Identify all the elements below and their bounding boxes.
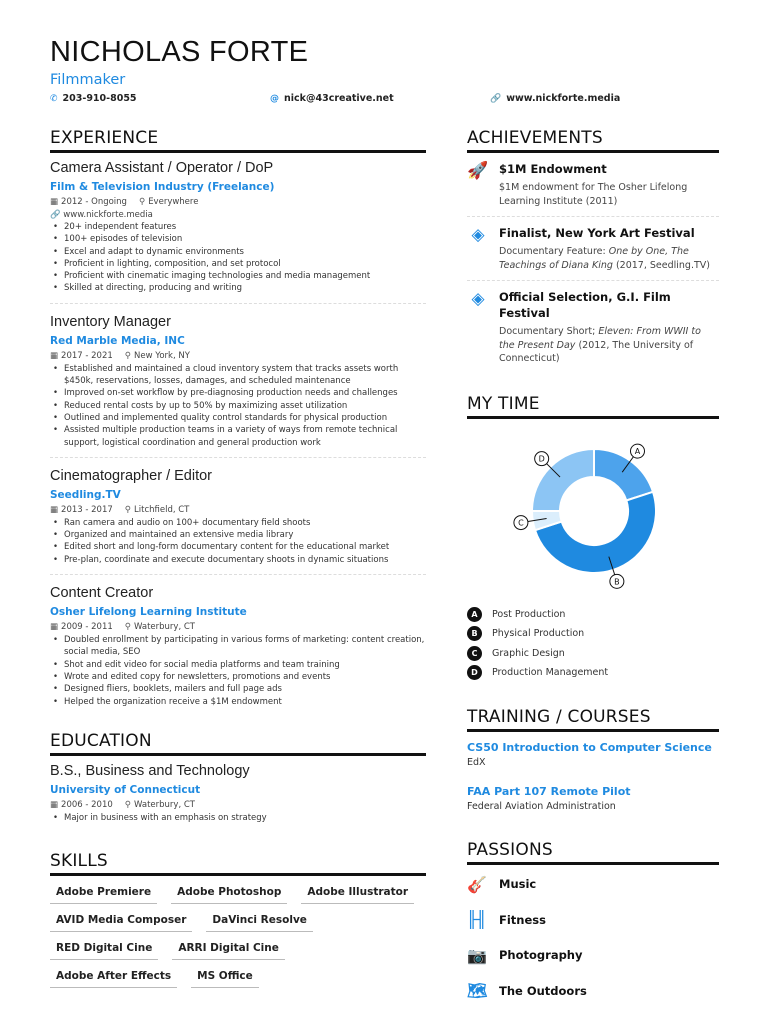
job-title: Cinematographer / Editor: [50, 467, 212, 484]
job-title: Inventory Manager: [50, 313, 171, 330]
achievement-title: Finalist, New York Art Festival: [499, 226, 695, 240]
achievement-title: Official Selection, G.I. Film Festival: [499, 290, 671, 320]
experience-heading: EXPERIENCE: [50, 128, 426, 153]
education-meta: [50, 799, 426, 812]
legend-item: [467, 605, 719, 625]
list-item: • Assisted multiple production teams in a variety of ways from remote technical support, logistical coordination and general production work: [50, 424, 426, 449]
skill-chip: ARRI Digital Cine: [172, 942, 285, 960]
course-title: CS50 Introduction to Computer Science: [467, 740, 712, 754]
skill-chip: Adobe Illustrator: [301, 886, 414, 904]
achievement-desc: [499, 325, 719, 366]
skill-chip: AVID Media Composer: [50, 914, 192, 932]
map-icon: 🗺: [467, 981, 488, 1001]
calendar-icon: ▦: [50, 197, 59, 207]
phone-icon: ✆: [50, 93, 58, 104]
job-bullets: [50, 634, 426, 708]
achievement-desc-post: (2012, The University of Connecticut): [499, 339, 694, 364]
job-meta: [50, 350, 426, 363]
donut-callout-label: D: [538, 454, 545, 464]
passion-label: Music: [499, 877, 537, 892]
passion-item: [467, 902, 719, 938]
job-dates: 2013 - 2017: [61, 504, 113, 515]
list-item: • Established and maintained a cloud inventory system that tracks assets worth $450k, reservations, losses, damages, and scheduled maintenance: [50, 363, 426, 388]
skills-list: [50, 886, 426, 988]
list-item: • Doubled enrollment by participating in various forms of marketing: content creation, social media, SEO: [50, 634, 426, 659]
achievement-item: [467, 217, 719, 281]
contact-email[interactable]: [270, 93, 394, 104]
skill-chip: RED Digital Cine: [50, 942, 158, 960]
list-item: • Outlined and implemented quality control standards for physical production: [50, 412, 426, 424]
education-dates: 2006 - 2010: [61, 799, 113, 810]
link-icon: 🔗: [490, 93, 502, 104]
rocket-icon: 🚀: [467, 161, 489, 181]
passion-item: [467, 867, 719, 903]
passion-item: [467, 973, 719, 1009]
website-text[interactable]: www.nickforte.media: [506, 93, 621, 104]
right-column: [467, 128, 719, 1009]
guitar-icon: 🎸: [467, 874, 487, 894]
passions-heading: PASSIONS: [467, 840, 719, 865]
job-dates: 2009 - 2011: [61, 622, 113, 633]
skill-chip: Adobe Photoshop: [171, 886, 287, 904]
achievement-item: [467, 281, 719, 374]
list-item: • Reduced rental costs by up to 50% by maximizing asset utilization: [50, 400, 426, 412]
job-location: New York, NY: [134, 350, 190, 361]
email-text[interactable]: nick@43creative.net: [284, 93, 394, 104]
legend-label: Post Production: [492, 608, 566, 620]
achievement-desc-work: Eleven: From WWII to the Present Day: [499, 326, 701, 351]
legend-item: [467, 624, 719, 644]
list-item: • Proficient in lighting, composition, and set protocol: [50, 258, 426, 270]
calendar-icon: ▦: [50, 350, 59, 361]
education-entry: [50, 762, 426, 832]
link-icon: 🔗: [50, 210, 61, 220]
job-entry: [50, 159, 426, 304]
legend-key: C: [467, 646, 482, 661]
legend-label: Graphic Design: [492, 647, 565, 659]
course-item: [467, 784, 719, 814]
achievement-desc-pre: Documentary Feature:: [499, 246, 609, 257]
job-meta: [50, 196, 426, 209]
location-icon: ⚲: [124, 799, 132, 810]
school-name: University of Connecticut: [50, 783, 201, 796]
job-entry: [50, 584, 426, 716]
list-item: • 20+ independent features: [50, 221, 426, 233]
passion-label: The Outdoors: [499, 983, 587, 998]
list-item: • Pre-plan, coordinate and execute documentary shoots in dynamic situations: [50, 554, 426, 566]
donut-callout-label: B: [614, 576, 620, 586]
list-item: • Shot and edit video for social media platforms and team training: [50, 659, 426, 671]
training-heading: TRAINING / COURSES: [467, 707, 719, 732]
achievement-desc: $1M endowment for The Osher Lifelong Learning Institute (2011): [499, 182, 688, 207]
diamond-icon: ◈: [471, 225, 485, 245]
legend-key: D: [467, 665, 482, 680]
job-title: Content Creator: [50, 585, 154, 602]
at-icon: @: [270, 93, 279, 104]
list-item: • Helped the organization receive a $1M endowment: [50, 696, 426, 708]
skill-chip: Adobe After Effects: [50, 970, 177, 988]
list-item: • Organized and maintained an extensive media library: [50, 529, 426, 541]
job-location: Everywhere: [148, 197, 199, 207]
calendar-icon: ▦: [50, 504, 59, 515]
course-provider: Federal Aviation Administration: [467, 800, 616, 812]
contact-phone: [50, 93, 137, 104]
job-org: Seedling.TV: [50, 488, 121, 501]
job-org: Red Marble Media, INC: [50, 334, 185, 347]
job-meta: [50, 621, 426, 634]
passion-label: Photography: [499, 948, 583, 963]
achievement-desc-post: (2017, Seedling.TV): [612, 259, 710, 271]
dumbbell-icon: ╟╢: [467, 910, 487, 930]
job-location: Litchfield, CT: [134, 504, 190, 515]
list-item: • Wrote and edited copy for newsletters, promotions and events: [50, 671, 426, 683]
contact-website[interactable]: [490, 93, 620, 104]
legend-item: [467, 644, 719, 664]
donut-callout-label: C: [518, 518, 524, 528]
job-link[interactable]: [50, 209, 426, 221]
list-item: • Designed fliers, booklets, mailers and full page ads: [50, 683, 426, 695]
location-icon: ⚲: [124, 504, 132, 515]
passion-item: [467, 938, 719, 974]
list-item: • 100+ episodes of television: [50, 233, 426, 245]
job-dates: 2017 - 2021: [61, 350, 113, 361]
job-link-text[interactable]: www.nickforte.media: [63, 210, 153, 220]
list-item: • Major in business with an emphasis on strategy: [50, 812, 426, 824]
donut-callout-label: A: [634, 446, 641, 456]
my-time-donut-chart: [467, 419, 719, 599]
skills-heading: SKILLS: [50, 851, 426, 876]
phone-text: 203-910-8055: [62, 93, 137, 104]
candidate-name: NICHOLAS FORTE: [50, 36, 309, 68]
achievement-item: [467, 153, 719, 217]
achievement-desc-work: One by One, The Teachings of Diana King: [499, 246, 689, 271]
job-org: Film & Television Industry (Freelance): [50, 181, 275, 193]
skill-chip: DaVinci Resolve: [206, 914, 313, 932]
diamond-icon: ◈: [471, 289, 485, 309]
donut-slice-a: [594, 446, 653, 500]
legend-key: B: [467, 626, 482, 641]
skill-chip: MS Office: [191, 970, 259, 988]
job-meta: [50, 504, 426, 517]
my-time-heading: MY TIME: [467, 394, 719, 419]
job-location: Waterbury, CT: [134, 622, 195, 633]
legend-label: Physical Production: [492, 628, 585, 640]
passion-label: Fitness: [499, 912, 546, 927]
course-provider: EdX: [467, 756, 486, 768]
list-item: • Improved on-set workflow by pre-diagnosing production needs and challenges: [50, 387, 426, 399]
job-bullets: [50, 221, 426, 295]
job-dates: 2012 - Ongoing: [61, 197, 127, 207]
camera-icon: 📷: [467, 945, 487, 965]
location-icon: ⚲: [124, 350, 132, 361]
left-column: [50, 128, 426, 988]
list-item: • Ran camera and audio on 100+ documentary field shoots: [50, 517, 426, 529]
course-item: [467, 740, 719, 770]
job-entry: [50, 467, 426, 575]
location-icon: ⚲: [124, 622, 132, 633]
calendar-icon: ▦: [50, 622, 59, 633]
achievements-heading: ACHIEVEMENTS: [467, 128, 719, 153]
achievement-title: $1M Endowment: [499, 162, 607, 176]
calendar-icon: ▦: [50, 799, 59, 810]
job-entry: [50, 313, 426, 458]
job-org: Osher Lifelong Learning Institute: [50, 606, 247, 619]
skill-chip: Adobe Premiere: [50, 886, 157, 904]
legend-label: Production Management: [492, 667, 609, 679]
legend-key: A: [467, 607, 482, 622]
achievement-desc-pre: Documentary Short;: [499, 326, 599, 337]
degree-title: B.S., Business and Technology: [50, 762, 250, 779]
achievement-desc: [499, 245, 719, 272]
list-item: • Excel and adapt to dynamic environments: [50, 246, 426, 258]
location-icon: ⚲: [138, 197, 146, 207]
education-location: Waterbury, CT: [134, 799, 195, 810]
job-bullets: [50, 517, 426, 566]
candidate-role: Filmmaker: [50, 72, 126, 88]
list-item: • Skilled at directing, producing and writing: [50, 282, 426, 294]
chart-legend: [467, 605, 719, 683]
education-heading: EDUCATION: [50, 731, 426, 756]
list-item: • Proficient with cinematic imaging technologies and media management: [50, 270, 426, 282]
job-bullets: [50, 363, 426, 449]
job-title: Camera Assistant / Operator / DoP: [50, 160, 274, 176]
list-item: • Edited short and long-form documentary content for the educational market: [50, 541, 426, 553]
course-title: FAA Part 107 Remote Pilot: [467, 784, 631, 798]
legend-item: [467, 663, 719, 683]
education-bullets: [50, 812, 426, 824]
